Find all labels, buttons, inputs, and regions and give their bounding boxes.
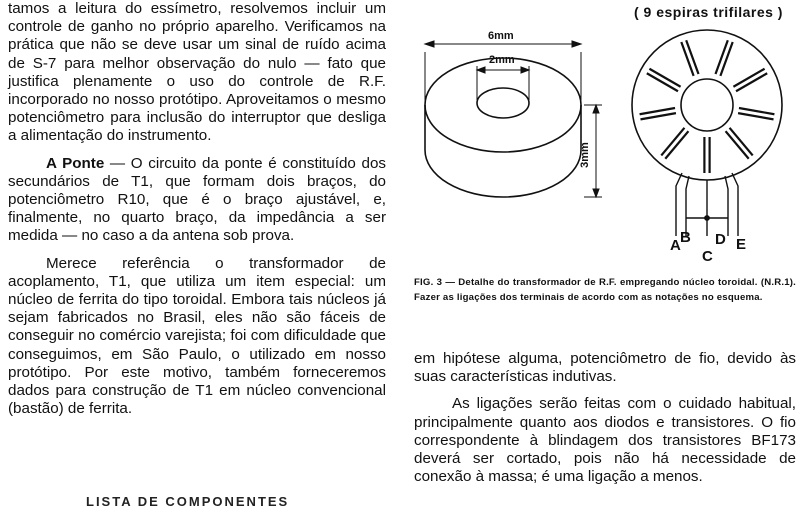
left-paragraph-3-text: Merece referência o transformador de acoplamento, T1, que utiliza um item especial: um núcleo de ferrita do tipo toroidal. Embora tais núcleos já sejam fabricados no Brasil, eles não são fáceis de conseguir no comércio varejista; foi com dificuldade que conseguimos, em São Paulo, o utilizado em nosso protótipo. Por este motivo, também forneceremos dados para construção de T1 em núcleo convencional (bastão) de ferrita. xyxy=(8,254,386,418)
dimension-inner-label: 2mm xyxy=(489,54,515,66)
winding-wire xyxy=(661,128,684,156)
terminal-label-d: D xyxy=(715,231,726,248)
right-paragraph-2 xyxy=(414,395,796,486)
dimension-height-label: 3mm xyxy=(579,142,591,168)
dimension-lines xyxy=(425,41,602,197)
winding-wire xyxy=(686,40,698,74)
next-section-heading-cut: LISTA DE COMPONENTES xyxy=(86,494,290,506)
windings-label: ( 9 espiras trifilares ) xyxy=(634,4,783,20)
toroid-3d-drawing xyxy=(425,58,581,197)
left-paragraph-3 xyxy=(8,255,386,419)
left-paragraph-2-body: — O circuito da ponte é constituído dos secundários de T1, que formam dois braços, do potenciômetro R10, que é o braço ajustável, e, finalmente, no quarto braço, da impedância a ser medida — no caso a da antena sob prova. xyxy=(8,154,386,245)
winding-wire xyxy=(665,131,688,159)
winding-wire xyxy=(716,40,728,74)
winding-wire xyxy=(733,69,764,87)
winding-wire xyxy=(738,113,773,119)
left-paragraph-2 xyxy=(8,155,386,246)
winding-wire xyxy=(736,73,767,91)
left-column xyxy=(8,0,386,418)
terminal-label-b: B xyxy=(680,229,691,246)
winding-wire xyxy=(739,108,774,114)
left-paragraph-1: tamos a leitura do essímetro, resolvemos incluir um controle de ganho no próprio aparelho. Verificamos na prática que não se deve usar um sinal de ruído acima de S-7 para melhor observação do nulo — fato que justifica plenamente o uso do controle de R.F. incorporado no nosso protótipo. Aproveitamos o mesmo potenciômetro para inclusão do interruptor que desliga a alimentação do instrumento. xyxy=(8,0,386,145)
winding-wire xyxy=(649,69,680,87)
right-paragraph-2-text: As ligações serão feitas com o cuidado habitual, principalmente quanto aos diodos e transistores. O fio correspondente à blindagem dos transistores BF173 deverá ser cortado, pois não há necessidade de conexão à massa; é uma ligação a menos. xyxy=(414,395,796,486)
wound-toroid-drawing xyxy=(632,30,782,180)
right-paragraph-1: em hipótese alguma, potenciômetro de fio, devido às suas características indutivas. xyxy=(414,350,796,386)
right-column xyxy=(414,350,796,486)
winding-wire xyxy=(681,42,693,76)
terminal-leads xyxy=(676,173,738,236)
section-lead-a-ponte: A Ponte xyxy=(46,154,105,172)
winding-wire xyxy=(647,73,678,91)
winding-wire xyxy=(640,108,675,114)
winding-wire xyxy=(730,128,753,156)
terminal-label-c: C xyxy=(702,248,713,265)
terminal-label-a: A xyxy=(670,237,681,254)
winding-wire xyxy=(720,42,732,76)
figure-caption: FIG. 3 — Detalhe do transformador de R.F. empregando núcleo toroidal. (N.R.1). Fazer as ligações dos terminais de acordo com as notações no esquema. xyxy=(414,277,796,303)
dimension-outer-label: 6mm xyxy=(488,30,514,42)
terminal-label-e: E xyxy=(736,236,747,253)
winding-wire xyxy=(640,113,675,119)
winding-wire xyxy=(726,131,749,159)
